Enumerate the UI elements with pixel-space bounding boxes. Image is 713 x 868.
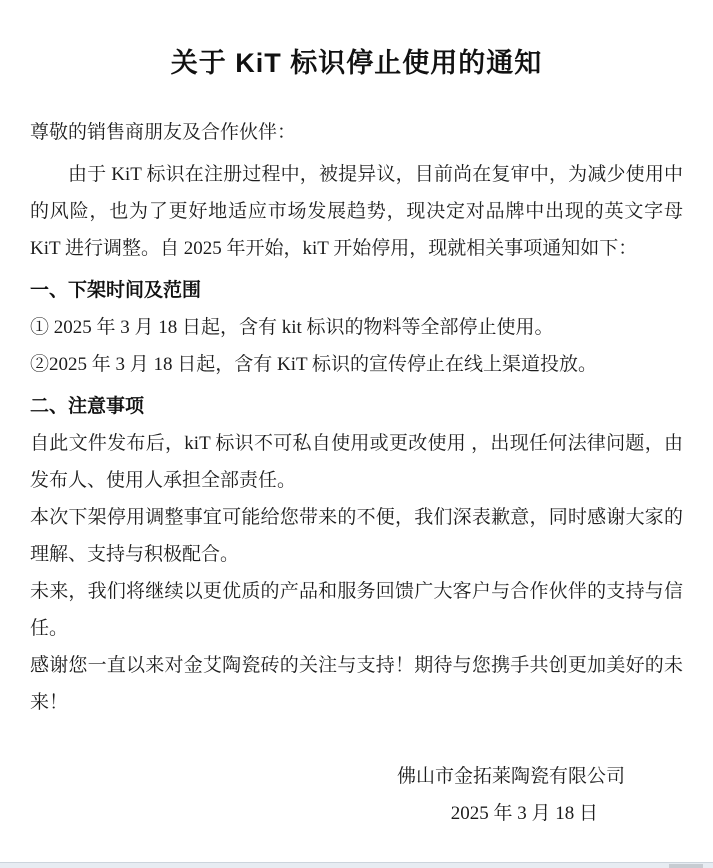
horizontal-scrollbar-thumb[interactable] (669, 864, 703, 868)
signature-block (30, 758, 683, 832)
section-heading-notes: 二、注意事项 (30, 396, 145, 417)
notes-paragraph-liability: 自此文件发布后，kiT 标识不可私自使用或更改使用 ，出现任何法律问题，由发布人、使用人承担全部责任。 (30, 433, 683, 491)
notes-paragraph-apology: 本次下架停用调整事宜可能给您带来的不便，我们深表歉意，同时感谢大家的理解、支持与积极配合。 (30, 507, 683, 565)
notice-document (30, 38, 683, 832)
section-heading-removal-scope: 一、下架时间及范围 (30, 280, 202, 301)
signature-date: 2025 年 3 月 18 日 (450, 803, 598, 824)
document-body (30, 114, 683, 832)
notes-paragraph-thanks: 感谢您一直以来对金艾陶瓷砖的关注与支持！期待与您携手共创更加美好的未来！ (30, 655, 683, 713)
document-title: 关于 KiT 标识停止使用的通知 (170, 48, 543, 78)
greeting-line: 尊敬的销售商朋友及合作伙伴： (30, 122, 297, 143)
notes-paragraph-future: 未来，我们将继续以更优质的产品和服务回馈广大客户与合作伙伴的支持与信任。 (30, 581, 683, 639)
intro-paragraph: 由于 KiT 标识在注册过程中，被提异议，目前尚在复审中，为减少使用中的风险，也为了更好地适应市场发展趋势，现决定对品牌中出现的英文字母 KiT 进行调整。自 2025 年开始，kiT 开始停用，现就相关事项通知如下： (30, 164, 683, 259)
list-item-2: ②2025 年 3 月 18 日起，含有 KiT 标识的宣传停止在线上渠道投放。 (30, 354, 598, 375)
list-item-1: ① 2025 年 3 月 18 日起，含有 kit 标识的物料等全部停止使用。 (30, 317, 554, 338)
signature-company: 佛山市金拓莱陶瓷有限公司 (396, 766, 625, 787)
horizontal-scrollbar-track[interactable] (0, 862, 713, 868)
